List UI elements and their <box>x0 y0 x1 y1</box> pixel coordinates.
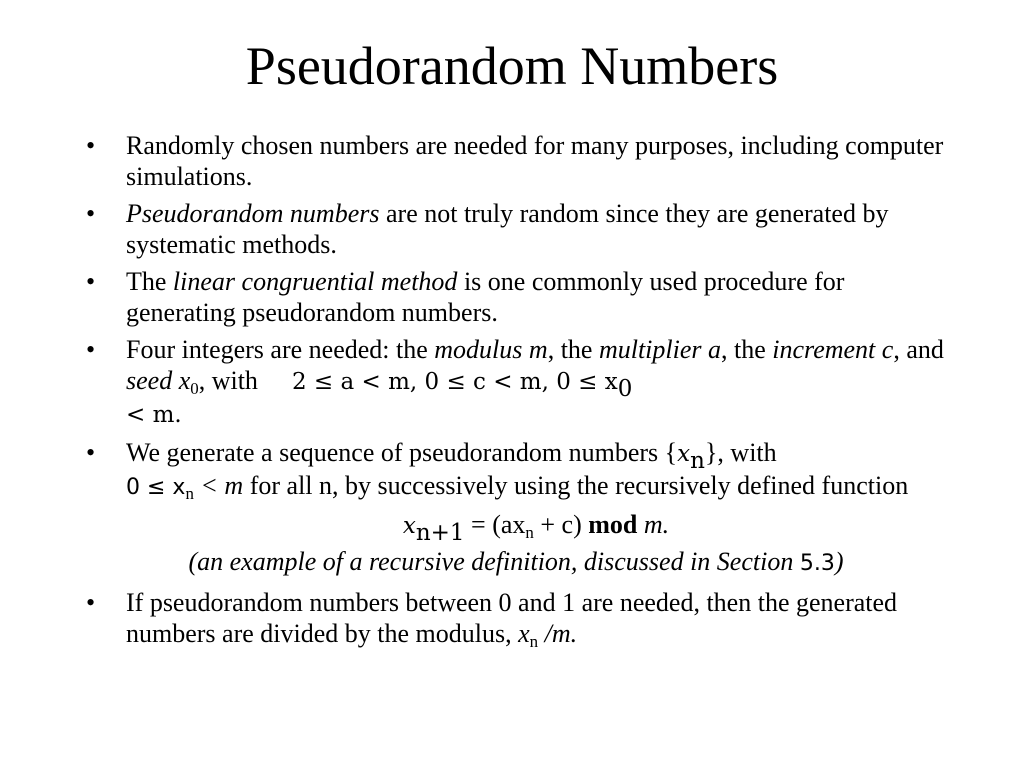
range-subscript: n <box>185 484 194 504</box>
bullet-generate-sequence <box>86 437 946 503</box>
term-increment: increment c <box>772 335 894 364</box>
equation-plus: + c) <box>533 510 589 539</box>
bullet-text: Randomly chosen numbers are needed for many purposes, including computer simulations. <box>126 131 944 191</box>
slide-content <box>86 130 946 655</box>
bullet-text: are not truly random since they are generated by systematic methods. <box>126 199 889 259</box>
bullet-text: If pseudorandom numbers between 0 and 1 are needed, then the generated numbers are divided by the modulus, <box>126 588 898 648</box>
note-text: (an example of a recursive definition, discussed in Section <box>188 547 800 576</box>
equation-lhs-subscript: n+1 <box>415 519 465 546</box>
recursive-definition-note <box>86 546 946 579</box>
range-inequality-end: < m <box>193 471 244 500</box>
term-linear-congruential-method: linear congruential method <box>172 267 458 296</box>
equation-mod: mod <box>588 510 638 539</box>
term-multiplier: multiplier a <box>598 335 722 364</box>
normalized-x: x <box>518 619 530 648</box>
bullet-linear-congruential <box>86 266 946 328</box>
bullet-text: , with <box>198 366 258 395</box>
bullet-pseudorandom <box>86 198 946 260</box>
bullet-text: , the <box>547 335 599 364</box>
seed-subscript: 0 <box>190 379 199 399</box>
note-close: ) <box>834 547 844 576</box>
term-modulus: modulus m <box>434 335 548 364</box>
equation-end: m. <box>637 510 670 539</box>
equation-eq: = (ax <box>464 510 526 539</box>
sequence-x: x <box>677 441 691 467</box>
equation-rhs-subscript: n <box>525 523 534 543</box>
equation-lhs: x <box>402 513 416 539</box>
bullet-four-integers <box>86 334 946 431</box>
term-pseudorandom-numbers: Pseudorandom numbers <box>126 199 380 228</box>
bullet-text: The <box>126 267 173 296</box>
bullet-text: }, with <box>704 438 777 467</box>
constraint-inequalities-end: < m. <box>126 402 182 428</box>
bullet-text: We generate a sequence of pseudorandom numbers { <box>126 438 678 467</box>
bullet-text: , and <box>893 335 944 364</box>
constraint-subscript: 0 <box>617 375 633 402</box>
bullet-between-zero-one <box>86 587 946 652</box>
bullet-text: , the <box>721 335 773 364</box>
range-inequality: 0 ≤ x <box>126 475 186 500</box>
recurrence-equation <box>86 509 946 546</box>
normalized-end: /m. <box>538 619 578 648</box>
sequence-subscript: n <box>690 447 705 474</box>
bullet-text: Four integers are needed: the <box>126 335 435 364</box>
bullet-random-numbers <box>86 130 946 192</box>
slide-title: Pseudorandom Numbers <box>245 36 779 96</box>
bullet-text: is one commonly used procedure for generating pseudorandom numbers. <box>126 267 845 327</box>
bullet-text: for all n, by successively using the recursively defined function <box>243 471 909 500</box>
term-seed: seed x <box>126 366 191 395</box>
constraint-inequalities: 2 ≤ a < m, 0 ≤ c < m, 0 ≤ x <box>291 369 618 395</box>
note-section: 5.3 <box>799 551 835 576</box>
normalized-subscript: n <box>529 632 539 652</box>
